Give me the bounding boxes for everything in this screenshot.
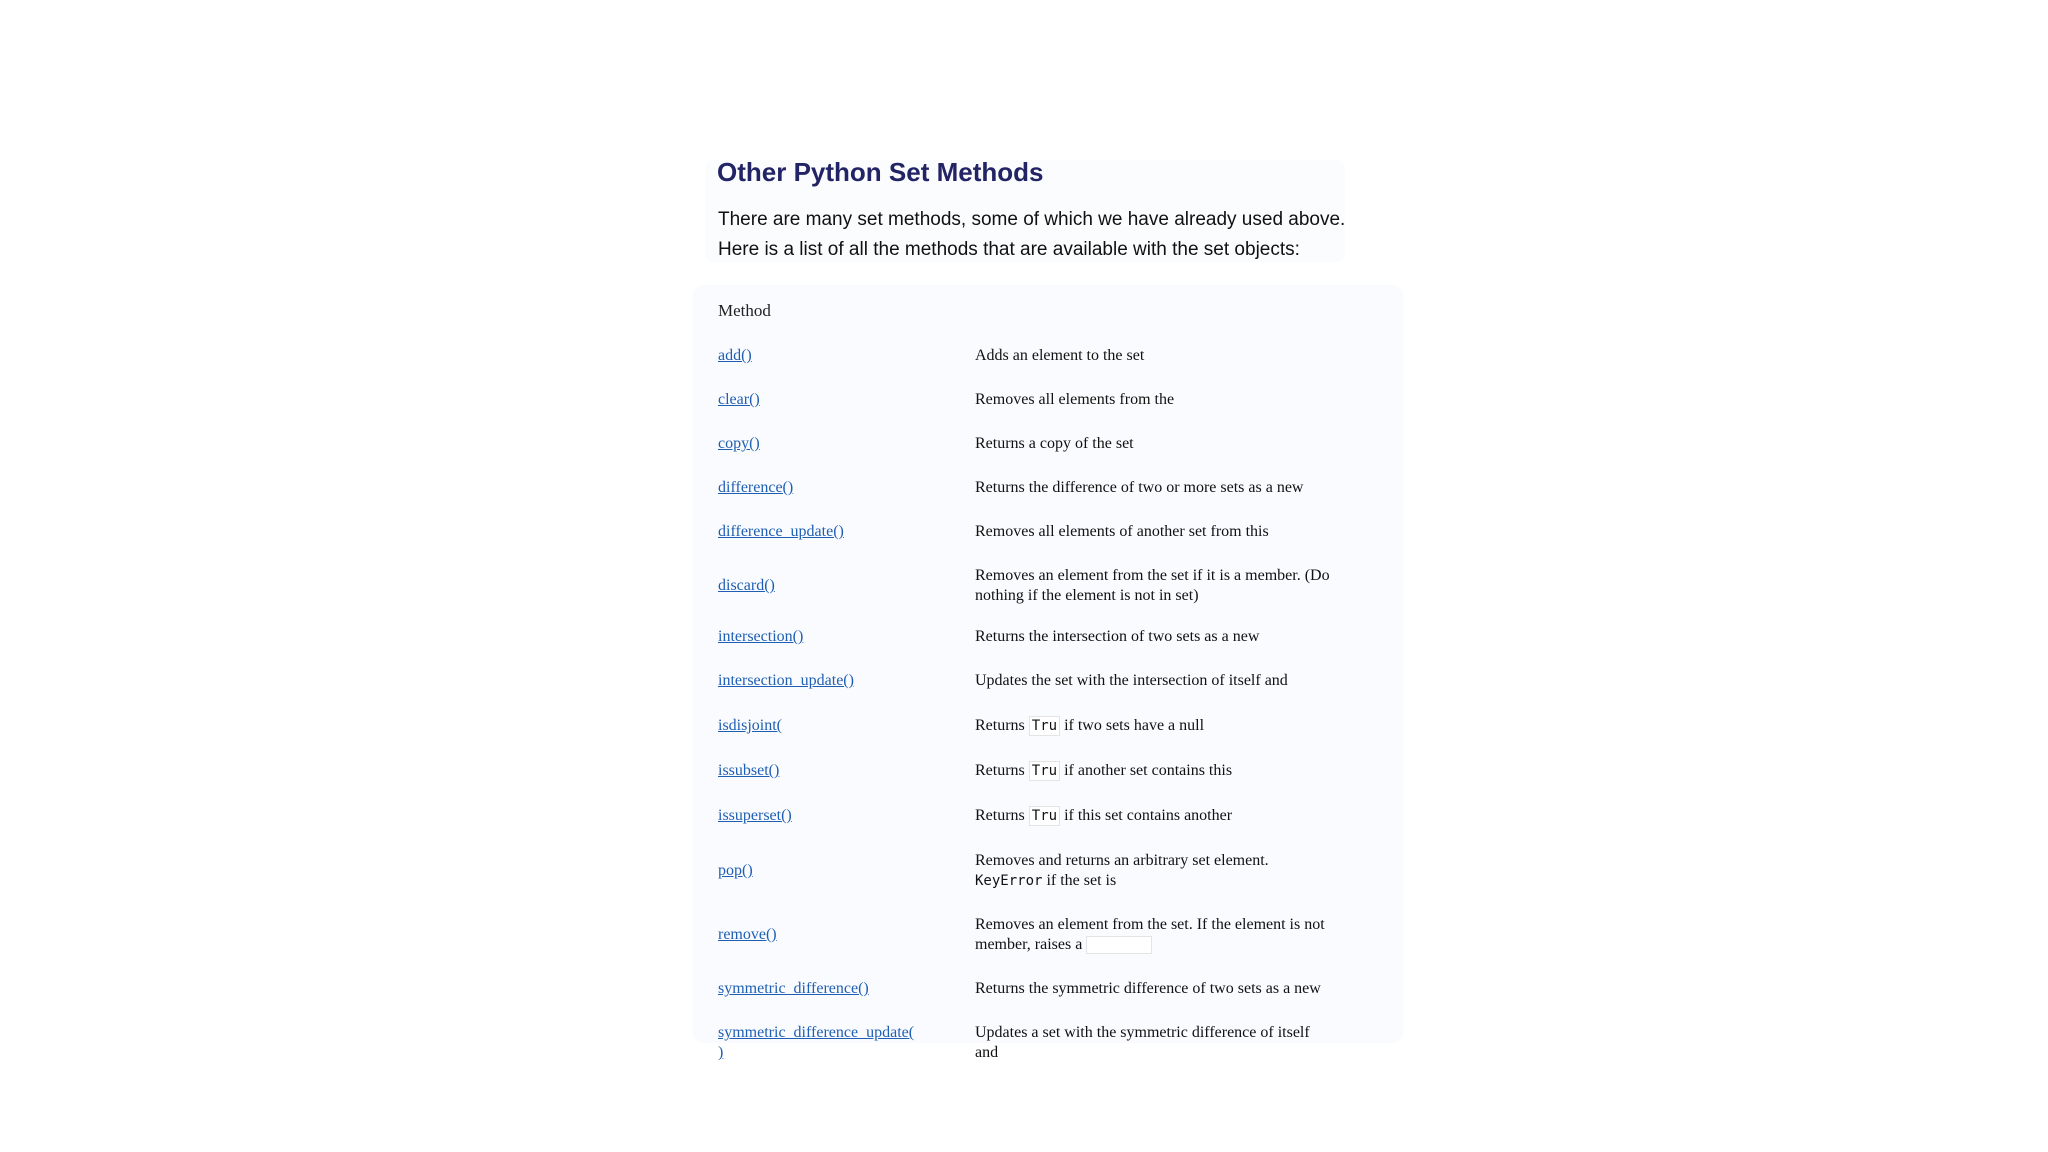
method-line-2: ): [718, 1044, 724, 1061]
method-description: Adds an element to the set: [975, 347, 1145, 364]
method-description: Returns the difference of two or more sets as a new: [975, 479, 1304, 496]
table-row: [718, 346, 1358, 366]
table-row: [718, 478, 1358, 498]
section-heading: Other Python Set Methods: [717, 157, 1044, 187]
method-description: [975, 851, 1360, 891]
table-row: [718, 851, 1358, 891]
description-text: Returns: [975, 762, 1025, 779]
method-description: [975, 761, 1360, 781]
description-line-1: Removes an element from the set if it is a member. (Do: [975, 567, 1330, 584]
description-text: Returns: [975, 717, 1025, 734]
method-link-issubset[interactable]: issubset(): [718, 762, 780, 779]
table-row: [718, 522, 1358, 542]
method-description: Returns a copy of the set: [975, 435, 1134, 452]
method-link-remove[interactable]: remove(): [718, 926, 777, 943]
method-link-intersection-update[interactable]: intersection_update(): [718, 672, 854, 689]
method-description: [975, 716, 1360, 736]
table-row: [718, 760, 1358, 782]
method-link-symmetric-difference-update[interactable]: [718, 1023, 914, 1063]
table-row: [718, 627, 1358, 647]
table-row: [718, 979, 1358, 999]
intro-text-line-2: Here is a list of all the methods that are available with the set objects:: [718, 239, 1300, 260]
table-row: [718, 1023, 1358, 1063]
description-line-1: Removes an element from the set. If the element is not: [975, 916, 1325, 933]
method-description: Returns the symmetric difference of two sets as a new: [975, 980, 1321, 997]
table-row: [718, 671, 1358, 691]
description-line-2: and: [975, 1044, 999, 1061]
method-description: Removes all elements of another set from this: [975, 523, 1269, 540]
method-description: [975, 1023, 1360, 1063]
table-row: [718, 434, 1358, 454]
intro-text-line-1: There are many set methods, some of which we have already used above.: [718, 209, 1346, 230]
method-link-clear[interactable]: clear(): [718, 391, 760, 408]
method-description: [975, 806, 1360, 826]
method-link-intersection[interactable]: intersection(): [718, 628, 804, 645]
table-row: [718, 566, 1358, 606]
column-header-method: Method: [718, 301, 771, 320]
table-row: [718, 805, 1358, 827]
description-text: member, raises a: [975, 936, 1083, 953]
method-link-add[interactable]: add(): [718, 347, 752, 364]
description-line-1: Updates a set with the symmetric difference of itself: [975, 1024, 1310, 1041]
inline-code: Tru: [1029, 806, 1060, 826]
inline-code: [1086, 936, 1152, 954]
description-text: Returns: [975, 807, 1025, 824]
inline-code: Tru: [1029, 761, 1060, 781]
inline-code: Tru: [1029, 716, 1060, 736]
description-text: if this set contains another: [1064, 807, 1233, 824]
description-text: if another set contains this: [1064, 762, 1233, 779]
method-link-difference[interactable]: difference(): [718, 479, 794, 496]
table-row: [718, 915, 1358, 955]
method-link-discard[interactable]: discard(): [718, 577, 775, 594]
inline-code: KeyError: [975, 873, 1043, 889]
description-text: if two sets have a null: [1064, 717, 1205, 734]
method-description: Updates the set with the intersection of itself and: [975, 672, 1288, 689]
description-line-1: Removes and returns an arbitrary set element.: [975, 852, 1269, 869]
method-link-symmetric-difference[interactable]: symmetric_difference(): [718, 980, 869, 997]
table-row: [718, 390, 1358, 410]
method-line-1: symmetric_difference_update(: [718, 1024, 915, 1041]
method-link-isdisjoint[interactable]: isdisjoint(: [718, 717, 783, 734]
method-description: [975, 566, 1360, 606]
method-link-issuperset[interactable]: issuperset(): [718, 807, 792, 824]
method-link-pop[interactable]: pop(): [718, 862, 753, 879]
method-description: Returns the intersection of two sets as a new: [975, 628, 1260, 645]
table-row: [718, 715, 1358, 737]
method-link-difference-update[interactable]: difference_update(): [718, 523, 844, 540]
method-description: Removes all elements from the: [975, 391, 1175, 408]
method-description: [975, 915, 1360, 955]
method-link-copy[interactable]: copy(): [718, 435, 760, 452]
description-line-2: nothing if the element is not in set): [975, 587, 1199, 604]
description-text: if the set is: [1046, 872, 1117, 889]
